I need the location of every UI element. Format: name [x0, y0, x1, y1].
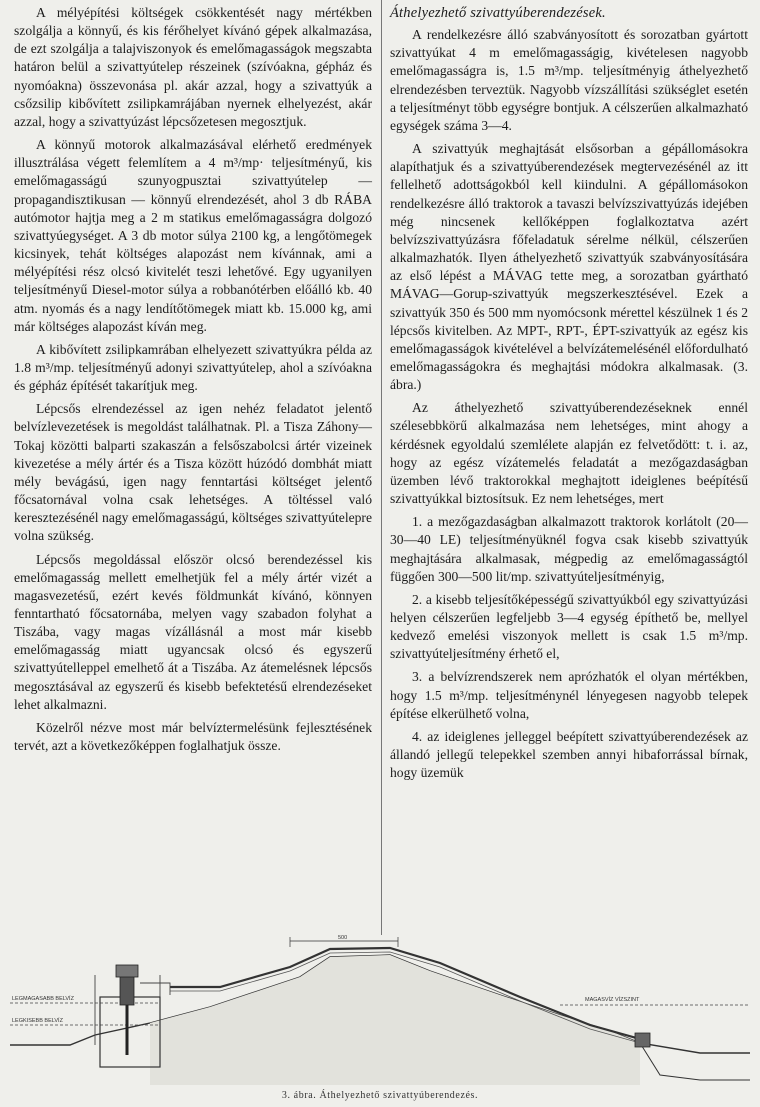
section-title: Áthelyezhető szivattyúberendezések. [390, 5, 606, 21]
paragraph: Lépcsős megoldással először olcsó berendezéssel kis emelőmagasság mellett emelhetjük fel a mély ártér vizét a magasvezetésű, ezért kevés földmunkát kívánó, könnyen fenntartható főcsatornába, melyen vagy szabadon folyhat a Tiszába, vagy magas vízállásnál a most már kisebb emelőmagasság miatt ugyancsak olcsó és egyszerű szivattyútelleppel emelhető át a Tiszába. Az átemelésnek lépcsős megosztásával az egyszerű és kisebb befektetésű elrendezéseket lehet alkalmazni. [14, 551, 372, 712]
label-lowest-inland-water: LEGKISEBB BELVÍZ [12, 1018, 63, 1024]
list-item: 4. az ideiglenes jelleggel beépített szivattyúberendezések az állandó jellegű telepekkel szemben annyi hibaforrással bírnak, hogy üzemük [390, 728, 748, 781]
list-item: 3. a belvízrendszerek nem aprózhatók el olyan mértékben, hogy 1.5 m³/mp. teljesítménynél lényegesen nagyobb telepek építése elkerülhető volna, [390, 669, 748, 721]
paragraph: A kibővített zsilipkamrában elhelyezett szivattyúkra példa az 1.8 m³/mp. teljesítményű adonyi szivattyútelep, ahol a szívóakna és gépház építését takarítjuk meg. [14, 341, 372, 394]
pump-installation-drawing [0, 935, 760, 1090]
right-column [390, 4, 748, 782]
left-column [14, 4, 372, 755]
paragraph: Az áthelyezhető szivattyúberendezéseknek ennél szélesebbkörű alkalmazása nem lehetséges, mint ahogy a kérdésnek egyoldalú szemlélete alapján ez felvetődött: t. i. az, hogy az egész vízátemelés feladatát a mezőgazdaságban üzemben lévő traktorokkal meghajtott ideiglenes beépítésű szivattyúkkal biztosítsuk. Ez nem lehetséges, mert [390, 400, 748, 507]
dimension-label: 500 [338, 935, 348, 941]
pump-unit [120, 975, 134, 1005]
list-item: 1. a mezőgazdaságban alkalmazott traktorok korlátolt (20—30—40 LE) teljesítményüknél fogva csak kisebb szivattyúk meghajtására alkalmasak, mégpedig az emelőmagasságtól függően 300—500 lit/mp. szivattyúteljesítményig, [390, 514, 748, 584]
outlet-structure [635, 1033, 650, 1047]
figure-pump-installation [0, 935, 760, 1107]
column-divider [381, 0, 382, 935]
paragraph: A rendelkezésre álló szabványosított és sorozatban gyártott szivattyúkat 4 m emelőmagasságig, kivételesen nagyobb emelőmagasságra is, 1.5 m³/mp. teljesítményig áthelyezhető elrendezésben terveztük. Nagyobb vízszállítási szükséglet esetén a teljesítményt több egységre bontjuk. A célszerűen alkalmazható egységek száma 3—4. [390, 27, 748, 133]
river-bed [640, 1043, 750, 1080]
pump-motor [116, 965, 138, 977]
paragraph: A mélyépítési költségek csökkentését nagy mértékben szolgálja a könnyű, és kis férőhelyet kívánó gépek alkalmazása, de ezt szolgálja a talajviszonyok és emelőmagasságok megszabta határon belül a szivattyútelep részeinek (szívóakna, gépház és nyomóakna) összevonása pl. akár azzal, hogy a szivattyúk a csőzsilip kibővített zsilipkamrájában nyernek elhelyezést, akár azzal, hogy a szivattyúzást lépcsőzetesen megosztjuk. [14, 5, 372, 129]
paragraph: Lépcsős elrendezéssel az igen nehéz feladatot jelentő belvízlevezetések is megoldást találhatnak. Pl. a Tisza Záhony—Tokaj közötti balparti szakaszán a felsőszabolcsi ártér vizeinek kivezetése a mély ártér és a Tisza között húzódó dombhát miatt mély bevágású, igen nagy fenntartási költséget jelentő főcsatornával volna csak lehetséges. A töltéssel való keresztezésénél nagy emelőmagasságú, költséges szivattyútelepre volna szükség. [14, 401, 372, 544]
label-river-water-level: MAGASVÍZ VÍZSZINT [585, 997, 640, 1003]
list-item: 2. a kisebb teljesítőképességű szivattyúkból egy szivattyúzási helyen célszerűen legfeljebb 3—4 egység építhető be, mellyel kedvező emelési viszonyok mellett is csak 1.5 m³/mp. szivattyúteljesítmény érhető el, [390, 591, 748, 662]
paragraph: A könnyű motorok alkalmazásával elérhető eredmények illusztrálása végett felemlítem a 4 m³/mp· teljesítményű, kis emelőmagasságú szunyogpusztai szivattyútelep — propagandisztikusan — könnyű elrendezését, ahol 3 db RÁBA autómotor hajtja meg a 2 m statikus emelőmagasságra dolgozó szivattyúegységet. A 3 db motor súlya 2100 kg, a lengőtömegek kicsinyek, tehát költséges alapozást nem kívánnak, ami a mélyépítési rész olcsó kivitelét teszi lehetővé. Egy ugyanilyen teljesítményű Diesel-motor súlya a robbanótérben előálló kb. 40 atm. nyomás és a nagy lendítőtömegek miatt kb. 15.000 kg, ami már költséges alapozást kíván meg. [14, 137, 372, 334]
label-highest-inland-water: LEGMAGASABB BELVÍZ [12, 996, 74, 1002]
paragraph: A szivattyúk meghajtását elsősorban a gépállomásokra alapíthatjuk és a szivattyúberendezések megtervezésénél az itt fellelhető adottságokból kell kiindulni. A gépállomásokon rendelkezésre álló traktorok a tavaszi belvízszivattyúzás idejében még nincsenek kellőképpen foglalkoztatva azért belvízszivattyúzásra főfeladatuk sérelme nélkül, célszerűen alkalmazhatók. Ilyen áthelyezhető szivattyúk szabványosítására az első lépést a MÁVAG tette meg, a sorozatban gyártható MÁVAG—Gorup-szivattyúk megszerkesztésével. Ezek a szivattyúk 350 és 500 mm nyomócsonk mérettel készülnek 1 és 2 lépcsős kivitelben. Az MPT-, RPT-, ÉPT-szivattyúk az egész kis emelőmagasságok kivételével a belvízátemelésénél előfordulható emelőmagasságokra és meghajtási módokra alkalmasak. (3. ábra.) [390, 141, 748, 393]
figure-caption: 3. ábra. Áthelyezhető szivattyúberendezés. [281, 1090, 479, 1101]
paragraph: Közelről nézve most már belvíztermelésünk fejlesztésének tervét, azt a következőképpen foglalhatjuk össze. [14, 719, 372, 754]
